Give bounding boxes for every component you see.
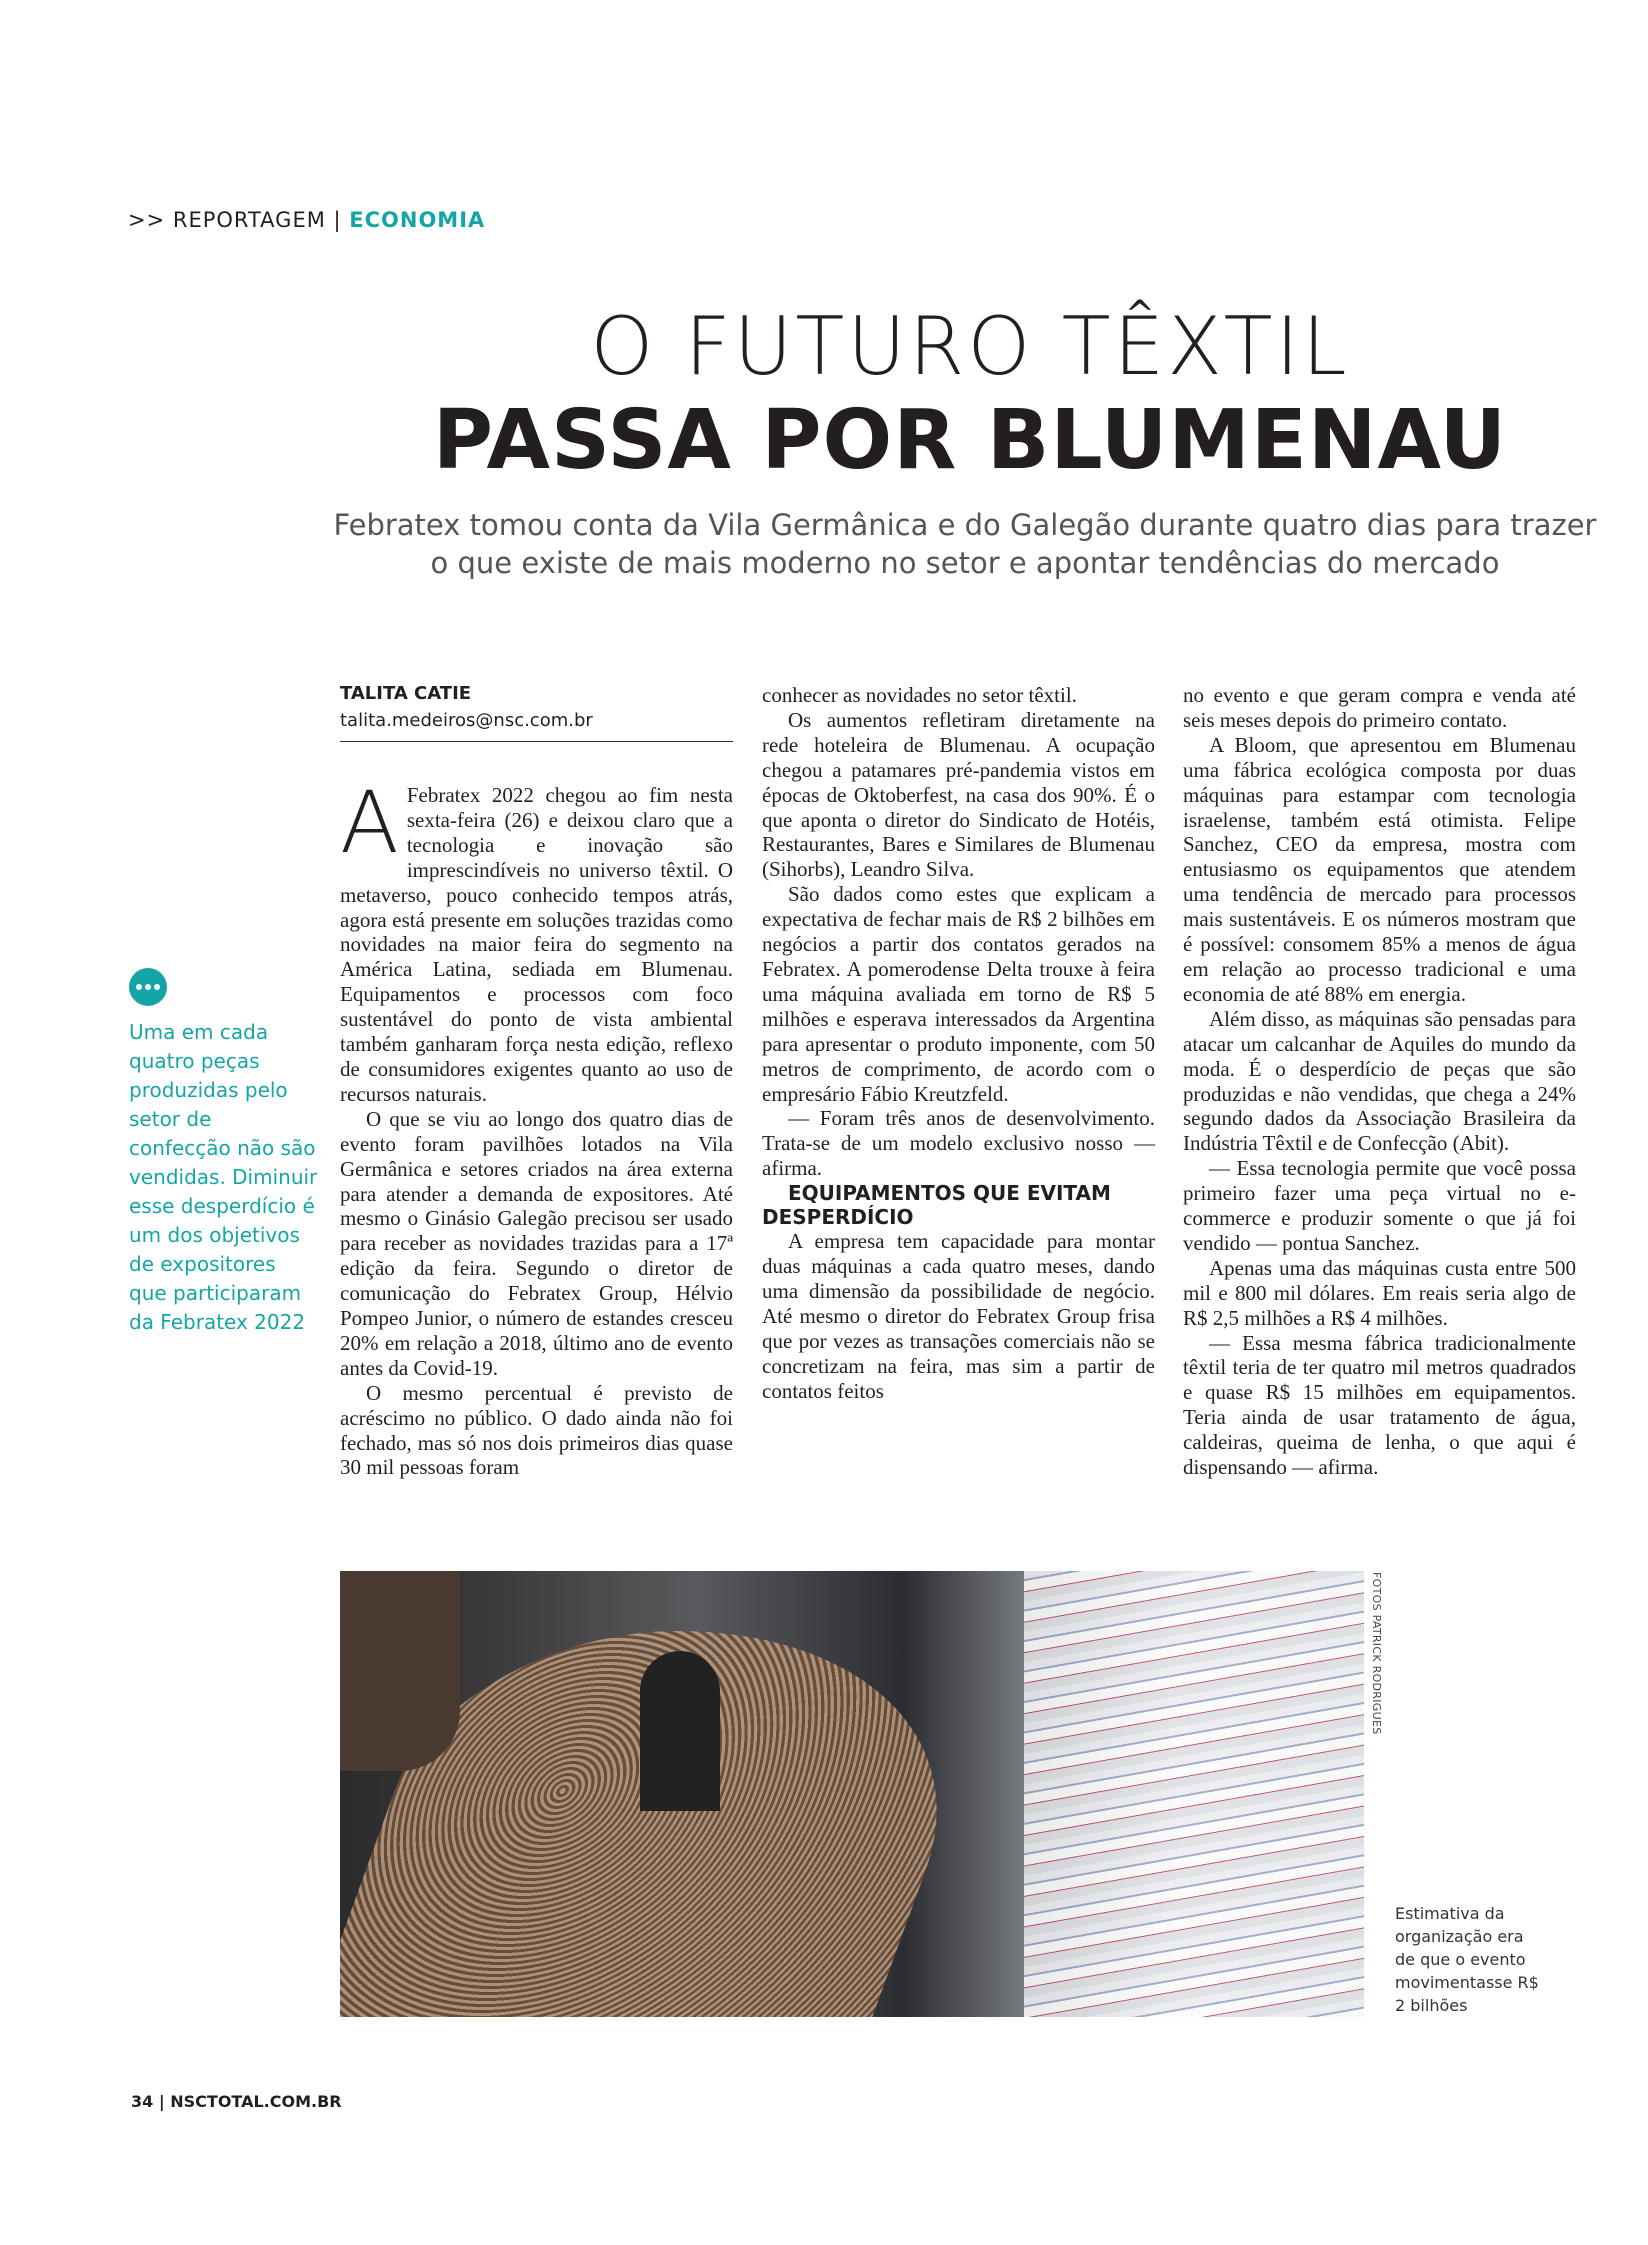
paragraph: — Essa tecnologia permite que você possa primeiro fazer uma peça virtual no e-commerce e produzir somente o que já foi vendido — pontua Sanchez.	[1183, 1156, 1576, 1255]
paragraph: Além disso, as máquinas são pensadas para atacar um calcanhar de Aquiles do mundo da moda. É o desperdício de peças que são produzidas e não vendidas, que chega a 24% segundo dados da Associação Brasileira da Indústria Têxtil e de Confecção (Abit).	[1183, 1006, 1576, 1156]
paragraph: no evento e que geram compra e venda até seis meses depois do primeiro contato.	[1183, 683, 1576, 732]
article-photo	[340, 1571, 1364, 2017]
paragraph: A Bloom, que apresentou em Blumenau uma fábrica ecológica composta por duas máquinas para estampar com tecnologia israelense, também está otimista. Felipe Sanchez, CEO da empresa, mostra com entusiasmo os equipamentos que atendem uma tendência de mercado para processos mais sustentáveis. E os números mostram que é possível: consomem 85% a menos de água em relação ao processo tradicional e uma economia de até 88% em energia.	[1183, 732, 1576, 1006]
paragraph: O que se viu ao longo dos quatro dias de evento foram pavilhões lotados na Vila Germânica e setores criados na área externa para atender a demanda de expositores. Até mesmo o Ginásio Galegão precisou ser usado para receber as novidades trazidas para a 17ª edição da feira. Segundo o diretor de comunicação do Febratex Group, Hélvio Pompeo Junior, o número de estandes cresceu 20% em relação a 2018, último ano de evento antes da Covid-19.	[340, 1106, 733, 1380]
subtitle: Febratex tomou conta da Vila Germânica e do Galegão durante quatro dias para trazer o que existe de mais moderno no setor e apontar tendências do mercado	[333, 508, 1597, 580]
article-column-1	[340, 773, 733, 1480]
byline	[340, 683, 733, 742]
page-footer: 34 | NSCTOTAL.COM.BR	[131, 2092, 342, 2111]
author-email[interactable]: talita.medeiros@nsc.com.br	[340, 710, 593, 731]
section-subhead: EQUIPAMENTOS QUE EVITAM DESPERDÍCIO	[762, 1181, 1111, 1230]
headline-line-1: O FUTURO TÊXTIL	[590, 300, 1350, 393]
photo-machine-blur	[1024, 1571, 1364, 2017]
paragraph: — Essa mesma fábrica tradicionalmente têxtil teria de ter quatro mil metros quadrados e quase R$ 15 milhões em equipamentos. Teria ainda de usar tratamento de água, caldeiras, queima de lenha, o que aqui é dispensando — afirma.	[1183, 1330, 1576, 1480]
photo-caption: Estimativa da organização era de que o evento movimentasse R$ 2 bilhões	[1395, 1904, 1539, 2015]
photo-credit: FOTOS PATRICK RODRIGUES	[1370, 1572, 1383, 1735]
paragraph: A Febratex 2022 chegou ao fim nesta sexta-feira (26) e deixou claro que a tecnologia e inovação são imprescindíveis no universo têxtil. O metaverso, pouco conhecido tempos atrás, agora está presente em soluções trazidas como novidades na maior feira do segmento na América Latina, sediada em Blumenau. Equipamentos e processos com foco sustentável do ponto de vista ambiental também ganharam força nesta edição, reflexo de consumidores exigentes quanto ao uso de recursos naturais.	[340, 773, 733, 1106]
section-kicker	[128, 208, 485, 232]
paragraph: São dados como estes que explicam a expectativa de fechar mais de R$ 2 bilhões em negócios a partir dos contatos gerados na Febratex. A pomerodense Delta trouxe à feira uma máquina avaliada em torno de R$ 5 milhões e esperava interessados da Argentina para apresentar o produto imponente, com 50 metros de comprimento, de acordo com o empresário Fábio Kreutzfeld.	[762, 882, 1155, 1106]
paragraph: — Foram três anos de desenvolvimento. Trata-se de um modelo exclusivo nosso — afirma.	[762, 1106, 1155, 1181]
paragraph: Os aumentos refletiram diretamente na rede hoteleira de Blumenau. A ocupação chegou a patamares pré-pandemia vistos em épocas de Oktoberfest, na casa dos 90%. É o que aponta o diretor do Sindicato de Hotéis, Restaurantes, Bares e Similares de Blumenau (Sihorbs), Leandro Silva.	[762, 707, 1155, 882]
section-label: ECONOMIA	[349, 208, 486, 232]
paragraph: O mesmo percentual é previsto de acréscimo no público. O dado ainda não foi fechado, mas só nos dois primeiros dias quase 30 mil pessoas foram	[340, 1380, 733, 1480]
photo-foreground-head	[340, 1571, 460, 1771]
photo-person	[640, 1651, 720, 1811]
headline-line-2: PASSA POR BLUMENAU	[432, 393, 1508, 488]
author-name: TALITA CATIE	[340, 683, 472, 704]
sidebar-note	[129, 968, 319, 1337]
paragraph: A empresa tem capacidade para montar duas máquinas a cada quatro meses, dando uma dimensão da possibilidade de negócio. Até mesmo o diretor do Febratex Group frisa que por vezes as transações comerciais não se concretizam na feira, mas sim a partir de contatos feitos	[762, 1229, 1155, 1403]
sidebar-text: Uma em cada quatro peças produzidas pelo setor de confecção não são vendidas. Diminuir esse desperdício é um dos objetivos de expositores que participaram da Febratex 2022	[129, 1020, 318, 1334]
kicker-label: >> REPORTAGEM |	[128, 208, 350, 232]
article-column-2	[762, 683, 1155, 1403]
drop-cap: A	[340, 773, 399, 873]
paragraph: conhecer as novidades no setor têxtil.	[762, 683, 1077, 707]
more-dots-icon	[129, 968, 167, 1006]
article-column-3	[1183, 683, 1576, 1480]
paragraph: Apenas uma das máquinas custa entre 500 mil e 800 mil dólares. Em reais seria algo de R$ 2,5 milhões a R$ 4 milhões.	[1183, 1255, 1576, 1330]
